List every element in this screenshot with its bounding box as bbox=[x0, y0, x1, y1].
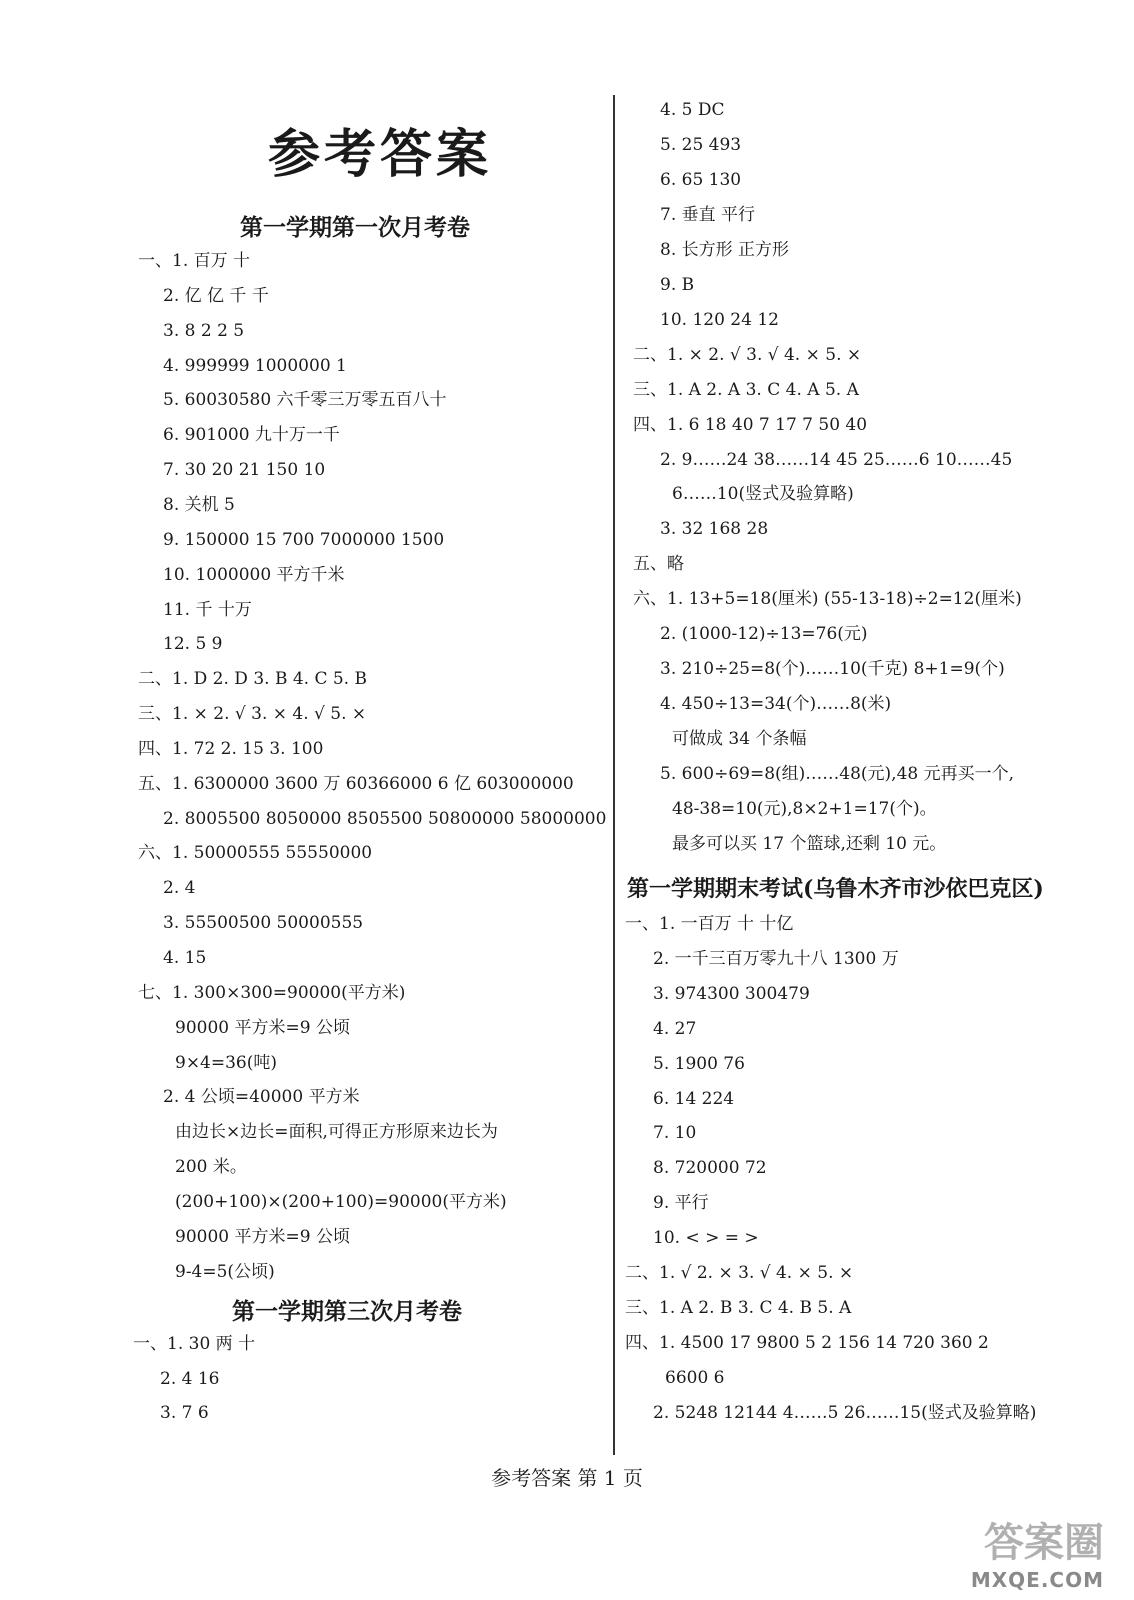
answer-line: 2. 4 bbox=[163, 878, 196, 899]
answer-line: 90000 平方米=9 公顷 bbox=[175, 1017, 350, 1038]
column-divider bbox=[613, 95, 615, 1455]
answer-line: 6……10(竖式及验算略) bbox=[672, 484, 854, 505]
page-footer: 参考答案 第 1 页 bbox=[491, 1466, 643, 1490]
answer-line: 2. (1000-12)÷13=76(元) bbox=[660, 624, 868, 645]
answer-line: 7. 垂直 平行 bbox=[660, 204, 756, 225]
watermark-logo: 答案圈 bbox=[984, 1520, 1104, 1566]
answer-line: 四、1. 72 2. 15 3. 100 bbox=[138, 738, 324, 759]
answer-line: (200+100)×(200+100)=90000(平方米) bbox=[175, 1191, 507, 1212]
answer-line: 三、1. A 2. B 3. C 4. B 5. A bbox=[625, 1297, 852, 1318]
answer-line: 2. 8005500 8050000 8505500 50800000 58000000 bbox=[163, 808, 607, 829]
answer-line: 10. 1000000 平方千米 bbox=[163, 564, 345, 585]
section-heading-first-monthly: 第一学期第一次月考卷 bbox=[240, 214, 470, 241]
answer-line: 9. 平行 bbox=[653, 1193, 709, 1214]
section-heading-final-exam: 第一学期期末考试(乌鲁木齐市沙依巴克区) bbox=[627, 876, 1044, 902]
answer-line: 5. 1900 76 bbox=[653, 1053, 745, 1074]
answer-line: 4. 5 DC bbox=[660, 100, 725, 120]
answer-line: 5. 25 493 bbox=[660, 134, 742, 155]
answer-line: 8. 720000 72 bbox=[653, 1158, 767, 1179]
watermark-url: MXQE.COM bbox=[970, 1568, 1104, 1592]
answer-line: 8. 关机 5 bbox=[163, 494, 235, 515]
answer-line: 6. 14 224 bbox=[653, 1088, 735, 1109]
answer-line: 9×4=36(吨) bbox=[175, 1052, 278, 1073]
answer-line: 六、1. 13+5=18(厘米) (55-13-18)÷2=12(厘米) bbox=[633, 589, 1022, 610]
answer-line: 6. 901000 九十万一千 bbox=[163, 425, 340, 446]
answer-line: 由边长×边长=面积,可得正方形原来边长为 bbox=[175, 1122, 498, 1143]
answer-line: 5. 600÷69=8(组)……48(元),48 元再买一个, bbox=[660, 764, 1015, 785]
answer-line: 二、1. × 2. √ 3. √ 4. × 5. × bbox=[633, 344, 862, 365]
answer-line: 9. B bbox=[660, 274, 695, 295]
answer-line: 9-4=5(公顷) bbox=[175, 1261, 275, 1282]
answer-line: 2. 9……24 38……14 45 25……6 10……45 bbox=[660, 449, 1013, 470]
answer-line: 4. 27 bbox=[653, 1018, 697, 1039]
answer-line: 5. 60030580 六千零三万零五百八十 bbox=[163, 390, 447, 411]
answer-line: 2. 一千三百万零九十八 1300 万 bbox=[653, 948, 899, 969]
answer-line: 7. 10 bbox=[653, 1123, 697, 1144]
answer-line: 10. < > = > bbox=[653, 1228, 759, 1249]
answer-line: 200 米。 bbox=[175, 1157, 247, 1178]
answer-line: 一、1. 30 两 十 bbox=[133, 1334, 256, 1354]
section-heading-third-monthly: 第一学期第三次月考卷 bbox=[232, 1298, 462, 1325]
answer-line: 一、1. 一百万 十 十亿 bbox=[625, 914, 794, 934]
answer-line: 二、1. D 2. D 3. B 4. C 5. B bbox=[138, 669, 367, 690]
answer-line: 3. 210÷25=8(个)……10(千克) 8+1=9(个) bbox=[660, 659, 1005, 680]
answer-line: 2. 4 公顷=40000 平方米 bbox=[163, 1087, 360, 1108]
answer-line: 3. 974300 300479 bbox=[653, 983, 810, 1004]
answer-line: 二、1. √ 2. × 3. √ 4. × 5. × bbox=[625, 1263, 854, 1283]
answer-line: 四、1. 6 18 40 7 17 7 50 40 bbox=[633, 414, 868, 435]
answer-line: 最多可以买 17 个篮球,还剩 10 元。 bbox=[672, 833, 947, 854]
answer-line: 3. 55500500 50000555 bbox=[163, 913, 364, 934]
answer-line: 2. 5248 12144 4……5 26……15(竖式及验算略) bbox=[653, 1402, 1037, 1423]
answer-line: 3. 8 2 2 5 bbox=[163, 320, 245, 341]
answer-line: 10. 120 24 12 bbox=[660, 309, 779, 330]
answer-line: 11. 千 十万 bbox=[163, 599, 252, 620]
answer-line: 四、1. 4500 17 9800 5 2 156 14 720 360 2 bbox=[625, 1332, 989, 1353]
answer-line: 五、略 bbox=[633, 554, 684, 575]
answer-line: 2. 亿 亿 千 千 bbox=[163, 285, 269, 306]
answer-line: 三、1. × 2. √ 3. × 4. √ 5. × bbox=[138, 704, 367, 725]
answer-line: 五、1. 6300000 3600 万 60366000 6 亿 603000000 bbox=[138, 773, 574, 794]
answer-line: 4. 450÷13=34(个)……8(米) bbox=[660, 694, 892, 715]
answer-line: 9. 150000 15 700 7000000 1500 bbox=[163, 529, 445, 550]
answer-line: 一、1. 百万 十 bbox=[138, 251, 251, 271]
answer-line: 8. 长方形 正方形 bbox=[660, 239, 790, 260]
answer-line: 7. 30 20 21 150 10 bbox=[163, 460, 326, 481]
answer-line: 6600 6 bbox=[665, 1367, 725, 1388]
answer-line: 12. 5 9 bbox=[163, 634, 223, 655]
answer-line: 3. 32 168 28 bbox=[660, 519, 769, 540]
answer-line: 三、1. A 2. A 3. C 4. A 5. A bbox=[633, 379, 859, 400]
answer-line: 6. 65 130 bbox=[660, 169, 742, 190]
answer-line: 2. 4 16 bbox=[160, 1368, 220, 1389]
answer-line: 4. 999999 1000000 1 bbox=[163, 355, 347, 376]
answer-line: 六、1. 50000555 55550000 bbox=[138, 843, 373, 864]
answer-line: 可做成 34 个条幅 bbox=[672, 729, 807, 750]
answer-line: 48-38=10(元),8×2+1=17(个)。 bbox=[672, 799, 937, 819]
answer-line: 4. 15 bbox=[163, 948, 207, 968]
answer-line: 3. 7 6 bbox=[160, 1403, 209, 1423]
answer-line: 七、1. 300×300=90000(平方米) bbox=[138, 982, 406, 1003]
page-title: 参考答案 bbox=[268, 124, 493, 185]
answer-line: 90000 平方米=9 公顷 bbox=[175, 1226, 350, 1247]
